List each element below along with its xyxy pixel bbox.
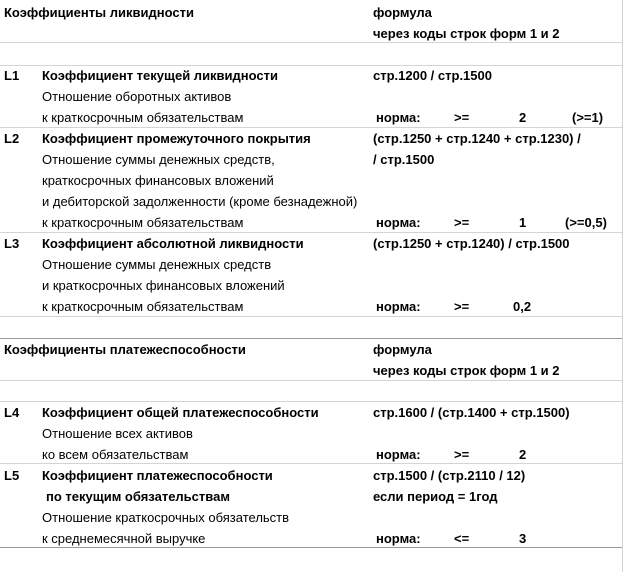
row-desc-l3: Отношение суммы денежных средств (42, 257, 272, 272)
norm-value-l3: 0,2 (513, 299, 532, 314)
row-desc-l5: Отношение краткосрочных обязательств (42, 510, 290, 525)
grid-hline (0, 463, 622, 464)
row-name-l4: Коэффициент общей платежеспособности (42, 405, 319, 420)
row-desc-l2: краткосрочных финансовых вложений (42, 173, 274, 188)
norm-label-l4: норма: (376, 447, 421, 462)
row-desc-l1: к краткосрочным обязательствам (42, 110, 244, 125)
row-desc-l4: ко всем обязательствам (42, 447, 189, 462)
row-code-l3: L3 (4, 236, 20, 251)
norm-op-l5: <= (454, 531, 470, 546)
row-name-l5: Коэффициент платежеспособности (42, 468, 273, 483)
norm-value-l1: 2 (519, 110, 527, 125)
norm-op-l2: >= (454, 215, 470, 230)
row-code-l2: L2 (4, 131, 20, 146)
row-formula-l2: / стр.1500 (373, 152, 435, 167)
norm-note-l2: (>=0,5) (565, 215, 607, 230)
grid-hline (0, 401, 622, 402)
row-name-l2: Коэффициент промежуточного покрытия (42, 131, 311, 146)
row-desc-l1: Отношение оборотных активов (42, 89, 232, 104)
grid-hline (0, 65, 622, 66)
row-desc-l3: к краткосрочным обязательствам (42, 299, 244, 314)
norm-label-l2: норма: (376, 215, 421, 230)
row-name-l1: Коэффициент текущей ликвидности (42, 68, 279, 83)
grid-hline (0, 380, 622, 381)
norm-op-l3: >= (454, 299, 470, 314)
row-desc-l2: к краткосрочным обязательствам (42, 215, 244, 230)
row-formula-l2: (стр.1250 + стр.1240 + стр.1230) / (373, 131, 581, 146)
row-code-l5: L5 (4, 468, 20, 483)
grid-hline (0, 127, 622, 128)
row-desc-l2: и дебиторской задолженности (кроме безнадежной) (42, 194, 358, 209)
row-desc-l3: и краткосрочных финансовых вложений (42, 278, 285, 293)
row-formula-l5: стр.1500 / (стр.2110 / 12) (373, 468, 526, 483)
norm-label-l5: норма: (376, 531, 421, 546)
row-formula-l5: если период = 1год (373, 489, 498, 504)
norm-label-l1: норма: (376, 110, 421, 125)
grid-hline (0, 316, 622, 317)
row-name-l3: Коэффициент абсолютной ликвидности (42, 236, 304, 251)
row-formula-l4: стр.1600 / (стр.1400 + стр.1500) (373, 405, 570, 420)
grid-vline-right (622, 0, 623, 572)
row-desc-l4: Отношение всех активов (42, 426, 193, 441)
grid-hline (0, 232, 622, 233)
row-formula-l1: стр.1200 / стр.1500 (373, 68, 492, 83)
section1-formula-header: формула (373, 5, 432, 20)
section1-title: Коэффициенты ликвидности (4, 5, 194, 20)
section1-formula-sub: через коды строк форм 1 и 2 (373, 26, 560, 41)
grid-hline-bottom (0, 547, 622, 548)
row-code-l1: L1 (4, 68, 20, 83)
grid-hline-section (0, 338, 622, 339)
norm-value-l2: 1 (519, 215, 527, 230)
norm-label-l3: норма: (376, 299, 421, 314)
section2-formula-header: формула (373, 342, 432, 357)
norm-note-l1: (>=1) (572, 110, 604, 125)
norm-value-l5: 3 (519, 531, 527, 546)
row-desc-l2: Отношение суммы денежных средств, (42, 152, 275, 167)
row-formula-l3: (стр.1250 + стр.1240) / стр.1500 (373, 236, 570, 251)
row-name-l5: по текущим обязательствам (46, 489, 230, 504)
row-code-l4: L4 (4, 405, 20, 420)
norm-op-l1: >= (454, 110, 470, 125)
grid-hline (0, 42, 622, 43)
row-desc-l5: к среднемесячной выручке (42, 531, 206, 546)
norm-value-l4: 2 (519, 447, 527, 462)
section2-formula-sub: через коды строк форм 1 и 2 (373, 363, 560, 378)
norm-op-l4: >= (454, 447, 470, 462)
section2-title: Коэффициенты платежеспособности (4, 342, 246, 357)
